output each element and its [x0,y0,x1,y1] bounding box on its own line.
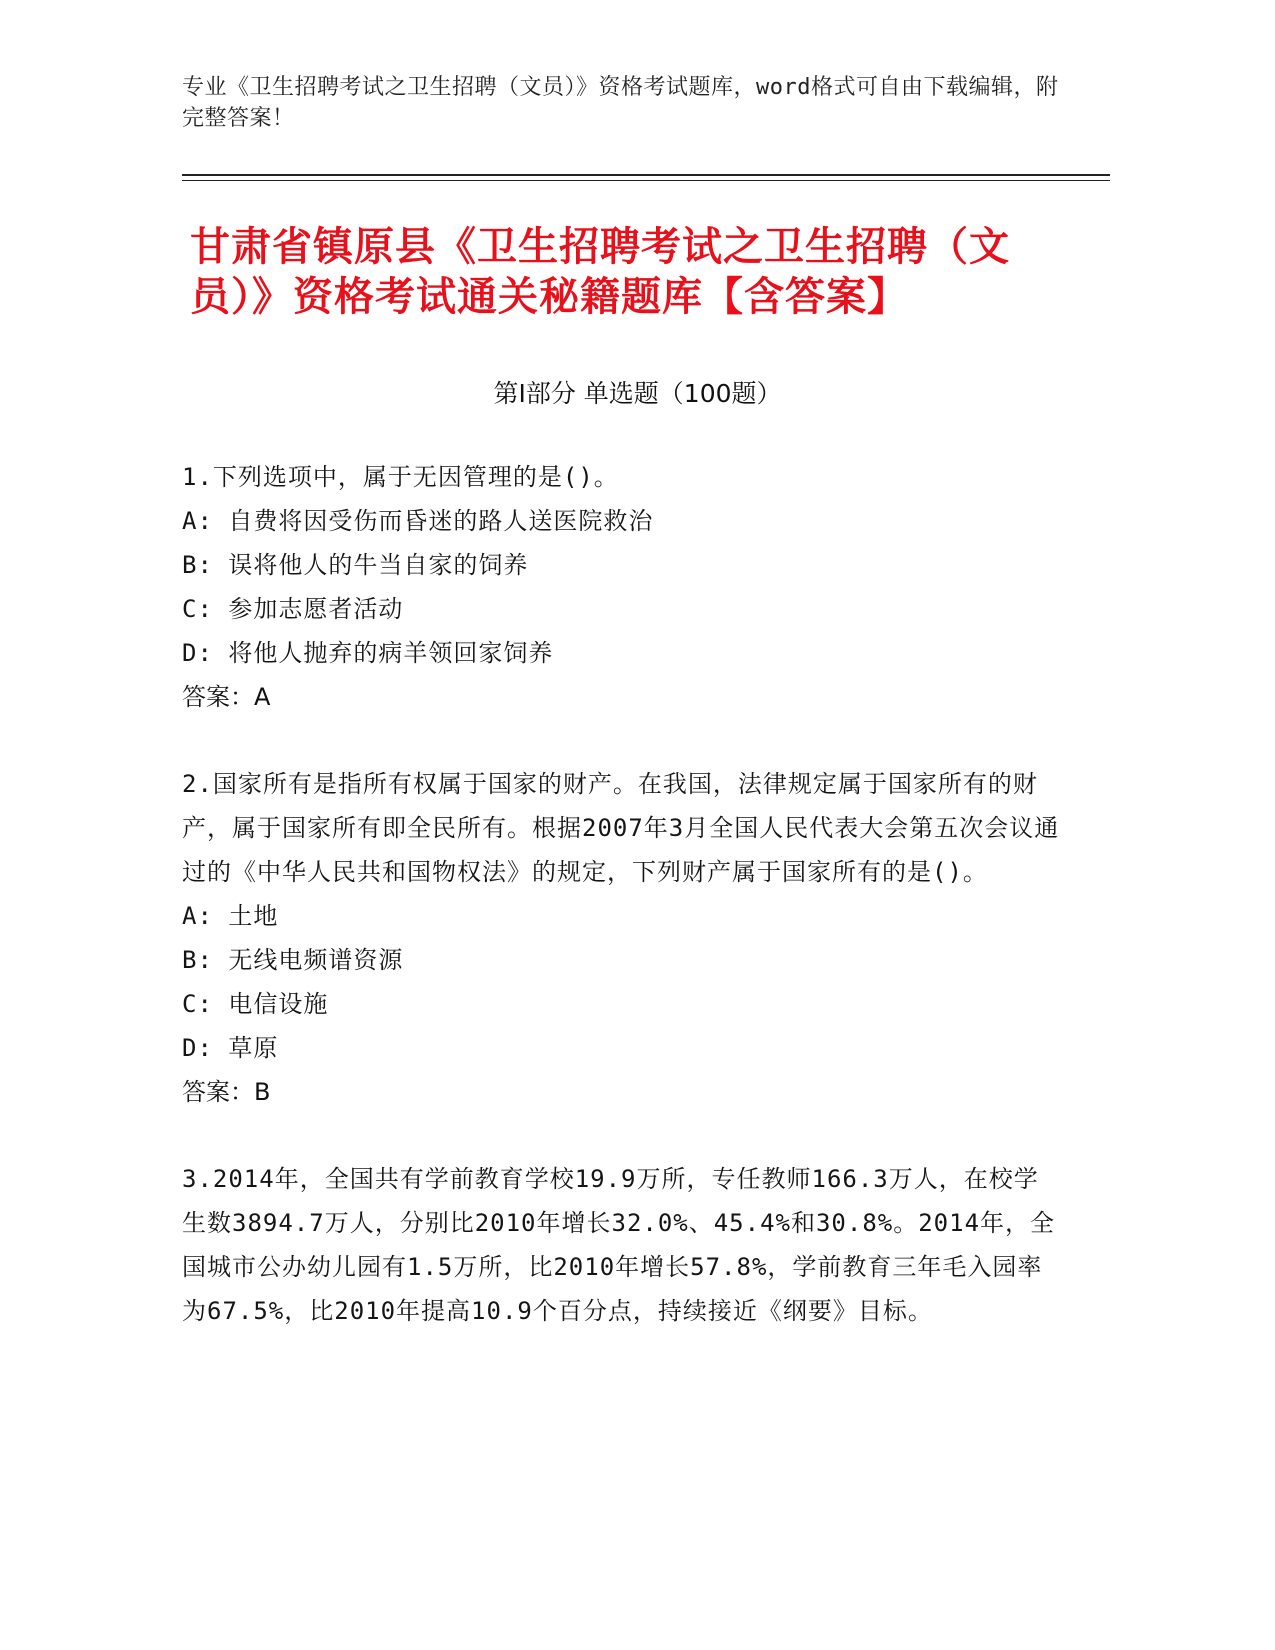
question-stem: 2.国家所有是指所有权属于国家的财产。在我国，法律规定属于国家所有的财产，属于国家所有即全民所有。根据2007年3月全国人民代表大会第五次会议通过的《中华人民共和国物权法》的规定，下列财产属于国家所有的是()。 [182,770,1060,886]
option-a: A: 土地 [182,902,279,930]
answer: 答案：A [182,683,271,711]
option-a: A: 自费将因受伤而昏迷的路人送医院救治 [182,507,654,535]
answer: 答案：B [182,1078,271,1106]
header-rule-thin [182,180,1110,181]
document-title: 甘肃省镇原县《卫生招聘考试之卫生招聘（文员）》资格考试通关秘籍题库【含答案】 [190,224,1010,320]
question-3 [182,1157,1062,1333]
question-1 [182,455,1062,719]
option-d: D: 将他人抛弃的病羊领回家饲养 [182,639,554,667]
question-stem: 3.2014年，全国共有学前教育学校19.9万所，专任教师166.3万人，在校学生数3894.7万人，分别比2010年增长32.0%、45.4%和30.8%。2014年，全国城市公办幼儿园有1.5万所，比2010年增长57.8%，学前教育三年毛入园率为67.5%，比2010年提高10.9个百分点，持续接近《纲要》目标。 [182,1165,1056,1325]
option-c: C: 参加志愿者活动 [182,595,404,623]
question-list [182,455,1062,1376]
option-b: B: 无线电频谱资源 [182,946,404,974]
section-title: 第Ⅰ部分 单选题（100题） [493,379,782,408]
option-b: B: 误将他人的牛当自家的饲养 [182,551,529,579]
question-2 [182,762,1062,1114]
header-rule [182,174,1110,176]
option-c: C: 电信设施 [182,990,329,1018]
question-stem: 1.下列选项中，属于无因管理的是()。 [182,463,619,491]
header-note: 专业《卫生招聘考试之卫生招聘（文员）》资格考试题库，word格式可自由下载编辑，附完整答案！ [182,75,1059,131]
option-d: D: 草原 [182,1034,279,1062]
